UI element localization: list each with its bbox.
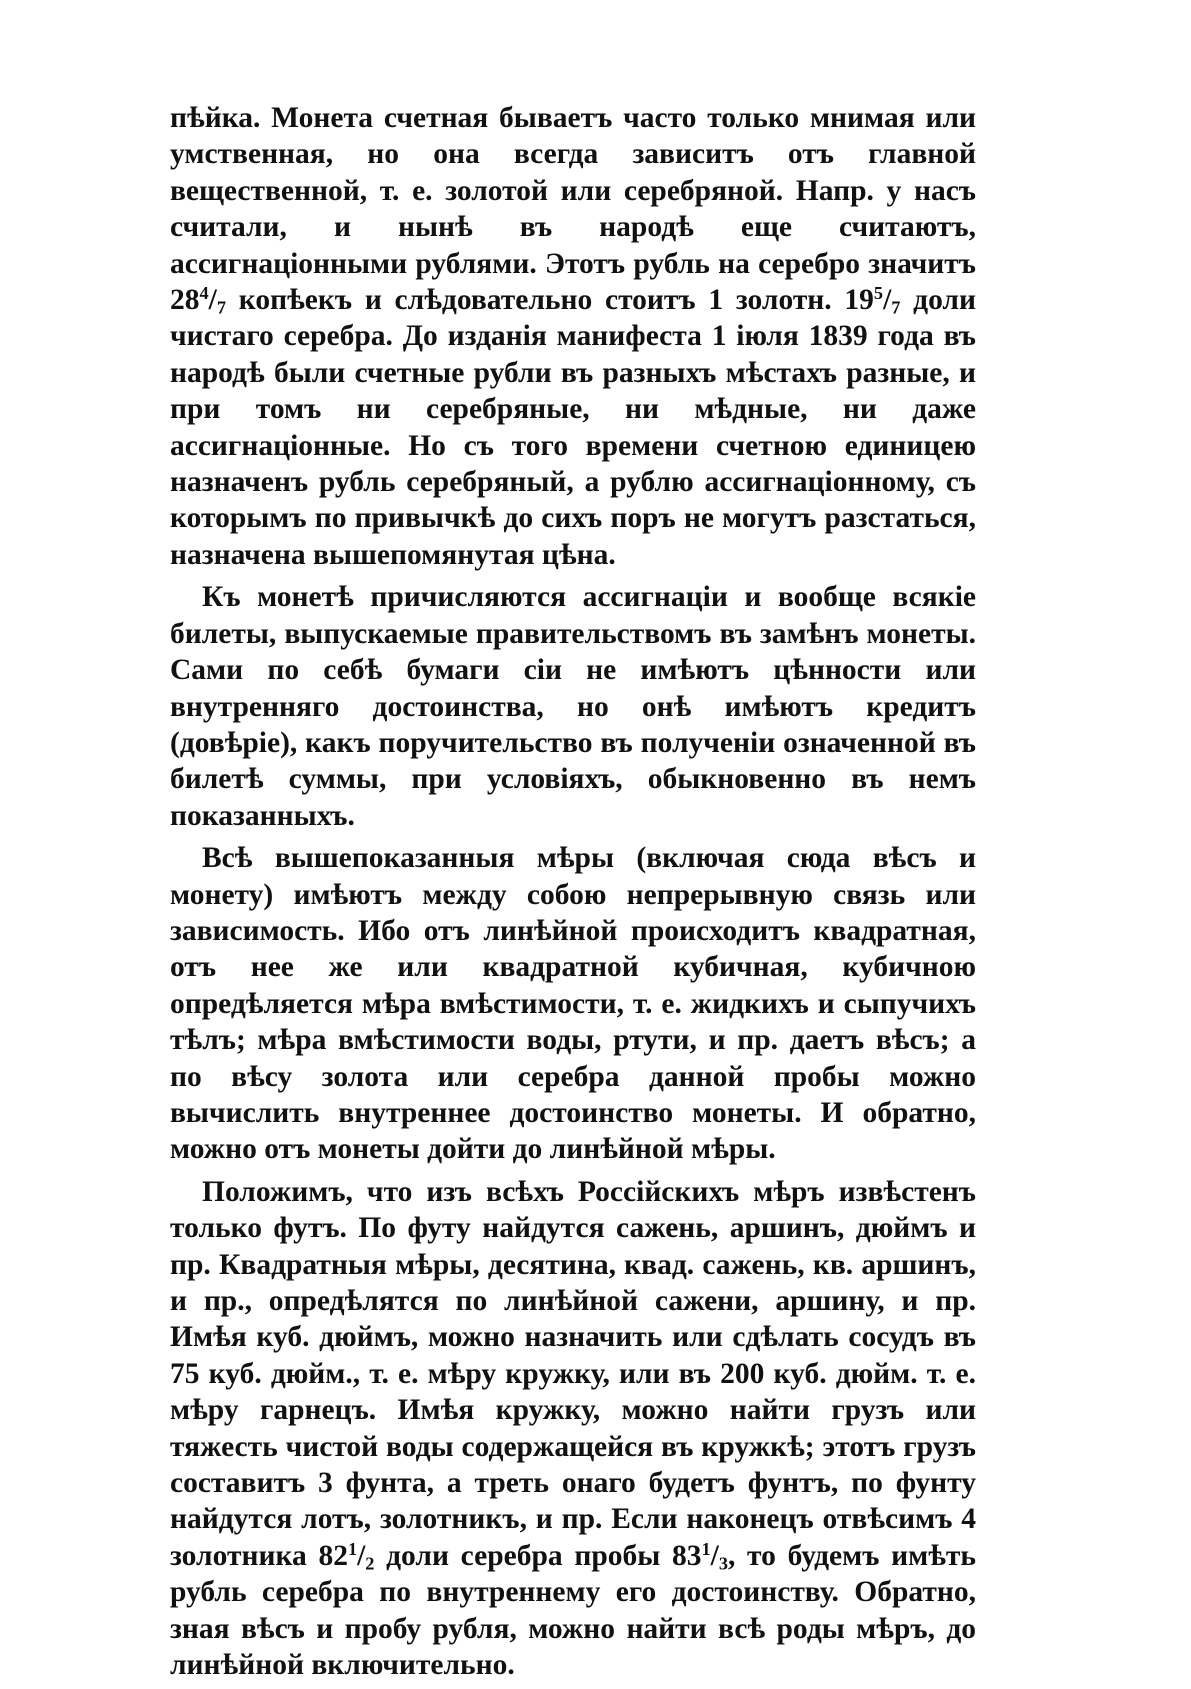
fraction: $82^1/_2$ — [318, 1538, 375, 1574]
text-block — [170, 100, 976, 1689]
fraction: $28^4/_7$ — [170, 282, 226, 318]
paragraph-4 — [170, 1174, 976, 1684]
text-run: Положимъ, что изъ всѣхъ Россійскихъ мѣръ извѣстенъ только футъ. По футу найдутся сажень, аршинъ, дюймъ и пр. Квадратныя мѣры, десятина, квад. сажень, кв. аршинъ, и пр., опредѣлятся по линѣйной сажени, аршину, и пр. Имѣя куб. дюймъ, можно назначить или сдѣлать сосудъ въ 75 куб. дюйм., т. е. мѣру кружку, или въ 200 куб. дюйм. т. е. мѣру гарнецъ. Имѣя кружку, можно найти грузъ или тяжесть чистой воды содержащейся въ кружкѣ; этотъ грузъ составитъ 3 фунта, а треть онаго будетъ фунтъ, по фунту найдутся лотъ, золотникъ, и пр. Если наконецъ отвѣсимъ 4 золотника — [170, 1175, 976, 1572]
fraction: $83^1/_3$ — [671, 1538, 728, 1574]
text-run: копѣекъ и слѣдовательно стоитъ 1 золотн. — [225, 284, 845, 317]
text-run: доли чистаго серебра. До изданія манифеста 1 іюля 1839 года въ народѣ были счетные рубли въ разныхъ мѣстахъ разные, и при томъ ни серебряные, ни мѣдные, ни даже ассигнаціонные. Но съ того времени счетною единицею назначенъ рубль серебряный, а рублю ассигнаціонному, съ которымъ по привычкѣ до сихъ поръ не могутъ разстаться, назначена вышепомянутая цѣна. — [170, 284, 976, 571]
paragraph-1 — [170, 100, 976, 573]
paragraph-3 — [170, 840, 976, 1168]
paragraph-2 — [170, 579, 976, 834]
text-run: доли серебра пробы — [374, 1539, 672, 1572]
text-run: Къ монетѣ причисляются ассигнаціи и вообще всякіе билеты, выпускаемые правительствомъ въ замѣнъ монеты. Сами по себѣ бумаги сіи не имѣютъ цѣнности или внутренняго достоинства, но онѣ имѣютъ кредитъ (довѣріе), какъ поручительство въ полученіи означенной въ билетѣ суммы, при условіяхъ, обыкновенно въ немъ показанныхъ. — [170, 581, 976, 832]
text-run: , то будемъ имѣть рубль серебра по внутреннему его достоинству. Обратно, зная вѣсъ и пробу рубля, можно найти всѣ роды мѣръ, до линѣйной включительно. — [170, 1539, 976, 1682]
fraction: $19^5/_7$ — [844, 282, 901, 318]
text-run: пѣйка. Монета счетная бываетъ часто только мнимая или умственная, но она всегда зависитъ отъ главной вещественной, т. е. золотой или серебряной. Напр. у насъ считали, и нынѣ въ народѣ еще считаютъ, ассигнаціонными рублями. Этотъ рубль на серебро значитъ — [170, 102, 976, 280]
text-run: Всѣ вышепоказанныя мѣры (включая сюда вѣсъ и монету) имѣютъ между собою непрерывную связь или зависимость. Ибо отъ линѣйной происходитъ квадратная, отъ нее же или квадратной кубичная, кубичною опредѣляется мѣра вмѣстимости, т. е. жидкихъ и сыпучихъ тѣлъ; мѣра вмѣстимости воды, ртути, и пр. даетъ вѣсъ; а по вѣсу золота или серебра данной пробы можно вычислить внутреннее достоинство монеты. И обратно, можно отъ монеты дойти до линѣйной мѣры. — [170, 842, 976, 1166]
